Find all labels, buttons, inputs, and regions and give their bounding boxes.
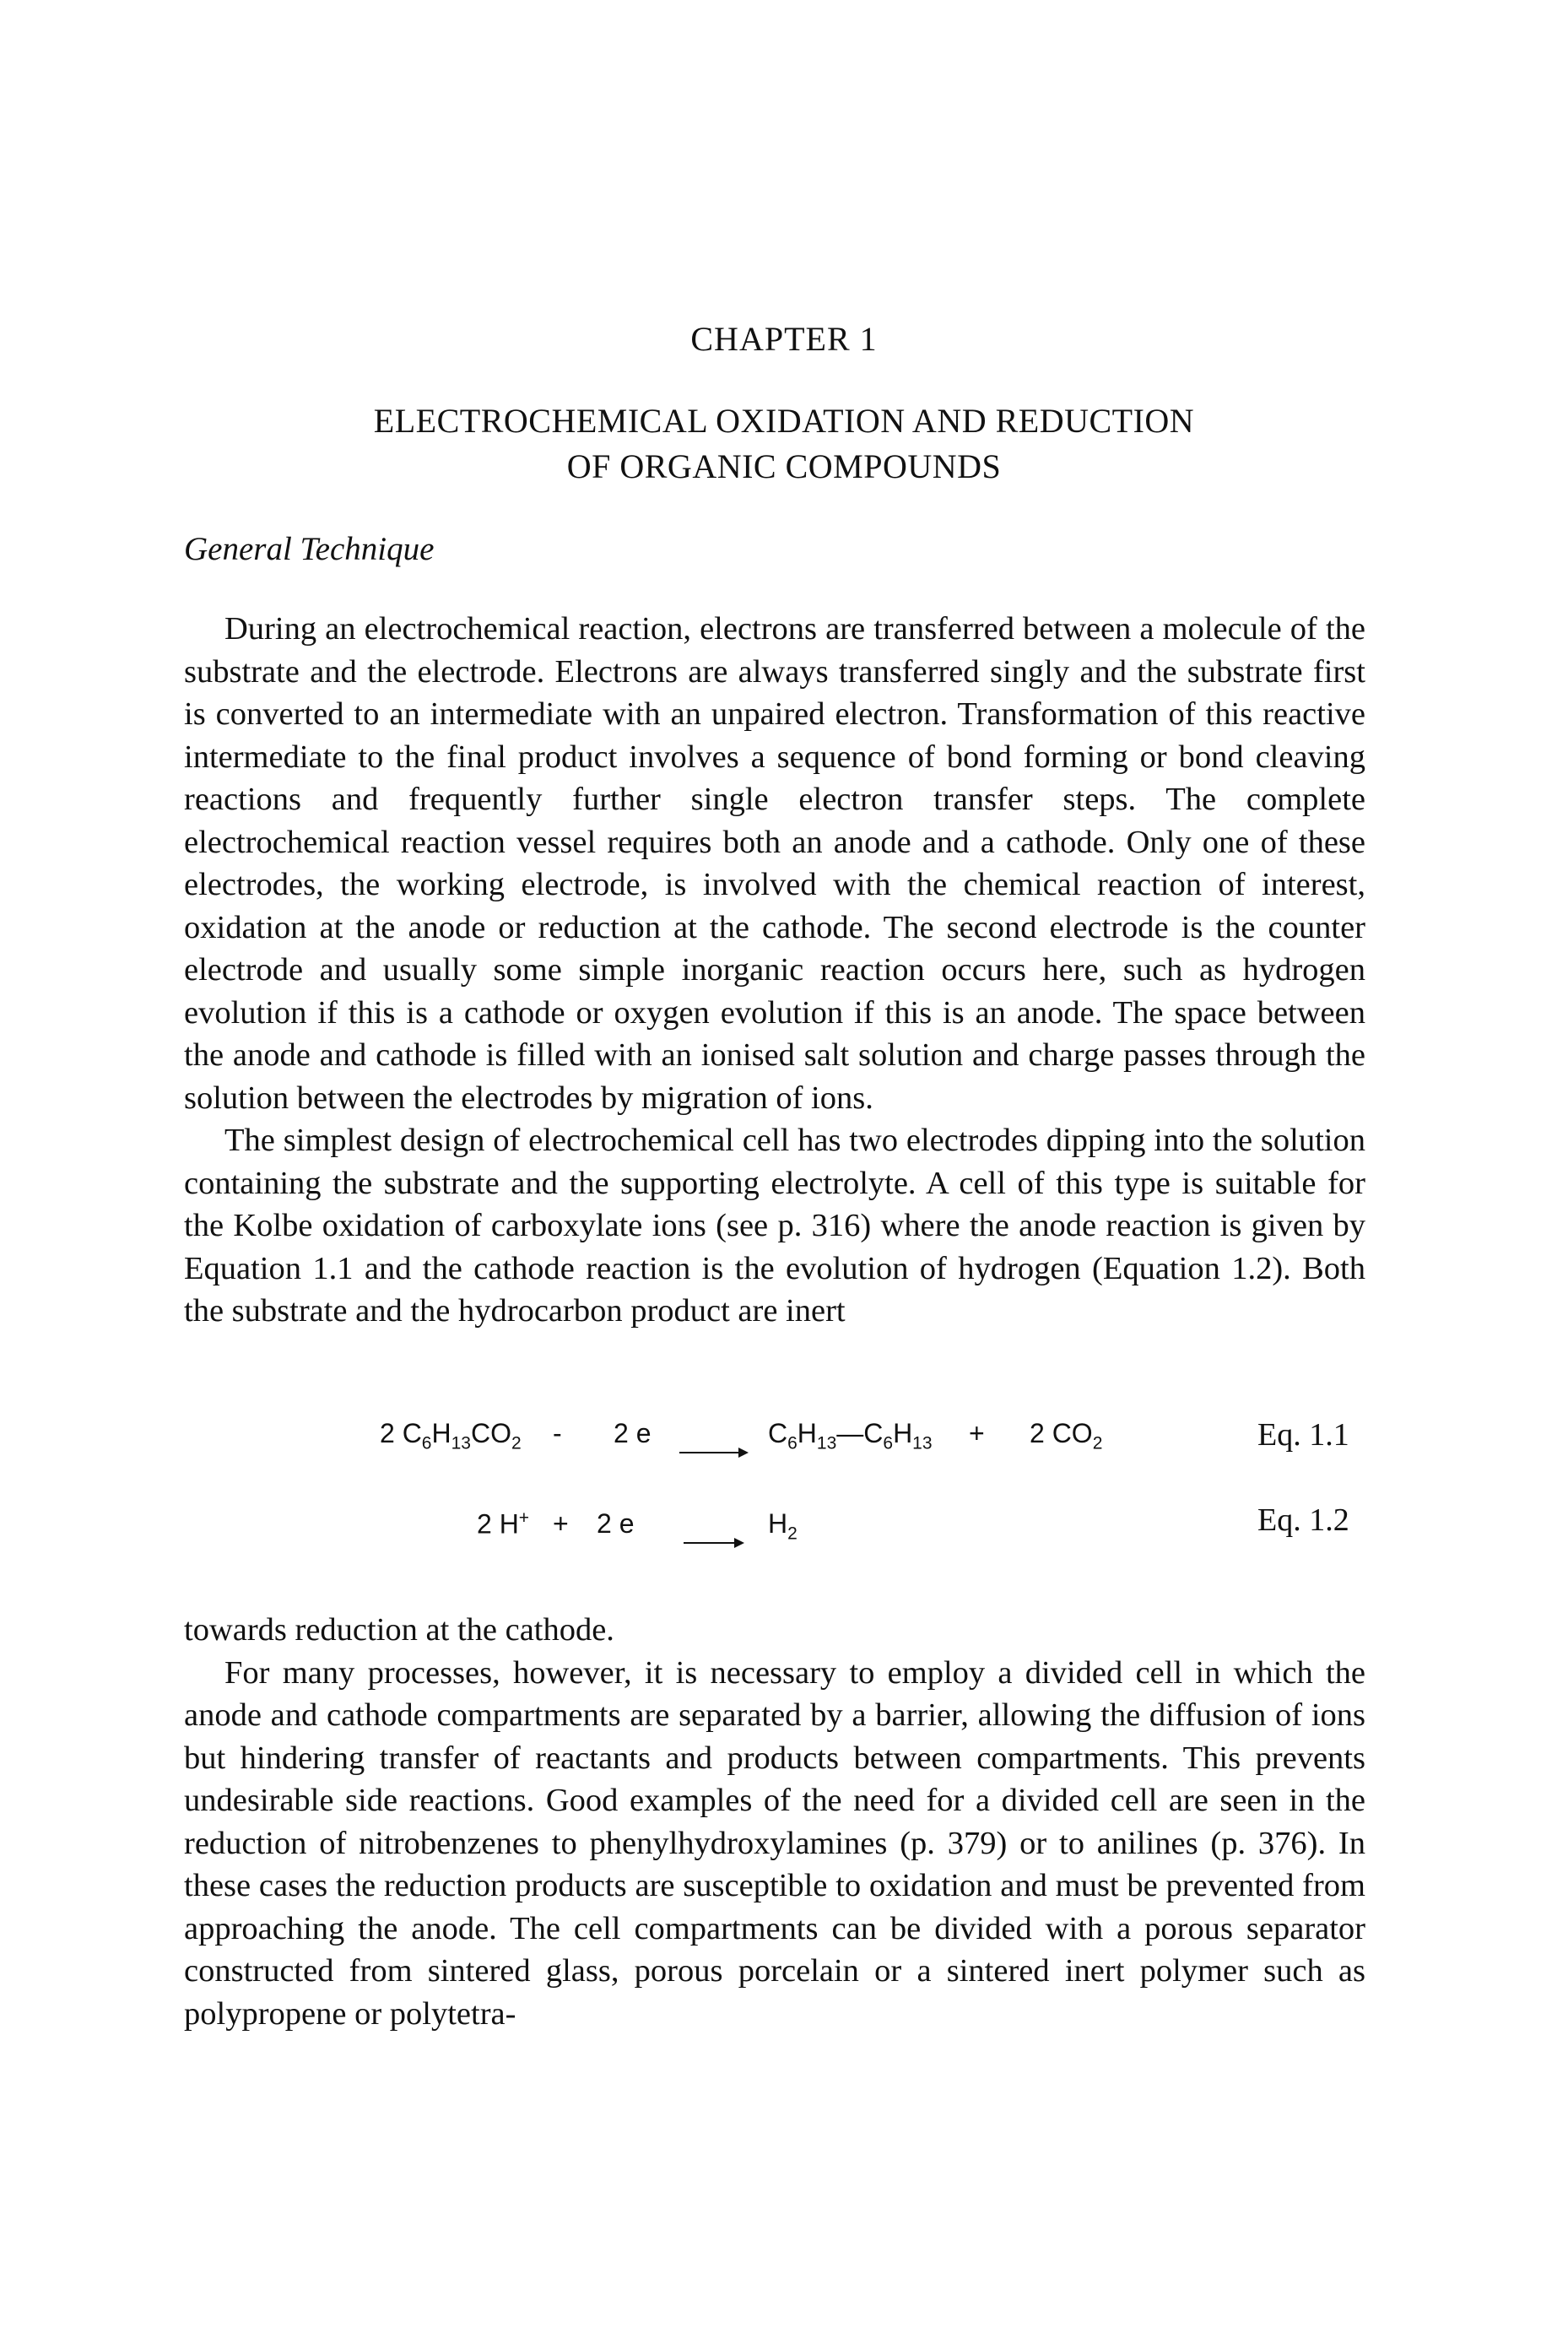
eq2-plus: + — [553, 1508, 569, 1539]
body-text-after-equations — [184, 1609, 1365, 2035]
chapter-title-line-1: ELECTROCHEMICAL OXIDATION AND REDUCTION — [373, 402, 1195, 440]
eq2-arrow — [684, 1525, 743, 1556]
eq2-reactant: 2 H+ — [477, 1508, 530, 1540]
equation-1-2 — [0, 1502, 1568, 1559]
paragraph-divided-cell: For many processes, however, it is necessary to employ a divided cell in which the anode and cathode compartments are separated by a barrier, allowing the diffusion of ions but hindering transfer of reactants and products between compartments. This prevents undesirable side reactions. Good examples of the need for a divided cell are seen in the reduction of nitrobenzenes to phenylhydroxylamines (p. 379) or to anilines (p. 376). In these cases the reduction products are susceptible to oxidation and must be prevented from approaching the anode. The cell compartments can be divided with a porous separator constructed from sintered glass, porous porcelain or a sintered inert polymer such as polypropene or polytetra- — [184, 1654, 1365, 2032]
eq1-electrons: 2 e — [614, 1418, 652, 1448]
eq2-label: Eq. 1.2 — [1257, 1502, 1349, 1538]
paragraph-intro: During an electrochemical reaction, electrons are transferred between a molecule of the substrate and the electrode. Electrons are always transferred singly and the substrate first is converted to an intermediate with an unpaired electron. Transformation of this reactive intermediate to the final product involves a sequence of bond forming or bond cleaving reactions and frequently further single electron transfer steps. The complete electrochemical reaction vessel requires both an anode and a cathode. Only one of these electrodes, the working electrode, is involved with the chemical reaction of interest, oxidation at the anode or reduction at the cathode. The second electrode is the counter electrode and usually some simple inorganic reaction occurs here, such as hydrogen evolution if this is a cathode or oxygen evolution if this is an anode. The space between the anode and cathode is filled with an ionised salt solution and charge passes through the solution between the electrodes by migration of ions. — [184, 611, 1365, 1116]
eq1-co2: 2 $CO_2$ — [1030, 1418, 1103, 1453]
eq1-label: Eq. 1.1 — [1257, 1417, 1349, 1453]
eq1-reactant: 2 $C_6H_{13}CO_2$ — [380, 1418, 522, 1453]
eq1-plus: + — [969, 1418, 985, 1448]
chapter-title — [0, 398, 1568, 490]
eq1-product-dimer: $C_6H_{13}—C_6H_{13}$ — [768, 1418, 933, 1453]
equation-1-1 — [0, 1418, 1568, 1469]
body-text-before-equations — [184, 608, 1365, 1333]
eq1-arrow — [679, 1435, 747, 1466]
eq1-minus: - — [553, 1418, 562, 1448]
chapter-title-line-2: OF ORGANIC COMPOUNDS — [566, 447, 1002, 485]
paragraph-simplest-cell: The simplest design of electrochemical cell has two electrodes dipping into the solution containing the substrate and the supporting electrolyte. A cell of this type is suitable for the Kolbe oxidation of carboxylate ions (see p. 316) where the anode reaction is given by Equation 1.1 and the cathode reaction is the evolution of hydrogen (Equation 1.2). Both the substrate and the hydrocarbon product are inert — [184, 1123, 1365, 1329]
eq2-electrons: 2 e — [597, 1508, 635, 1539]
eq2-product: $H_2$ — [768, 1508, 798, 1544]
section-heading: General Technique — [184, 531, 435, 567]
chapter-label: CHAPTER 1 — [690, 320, 878, 358]
paragraph-continuation: towards reduction at the cathode. — [184, 1612, 614, 1648]
